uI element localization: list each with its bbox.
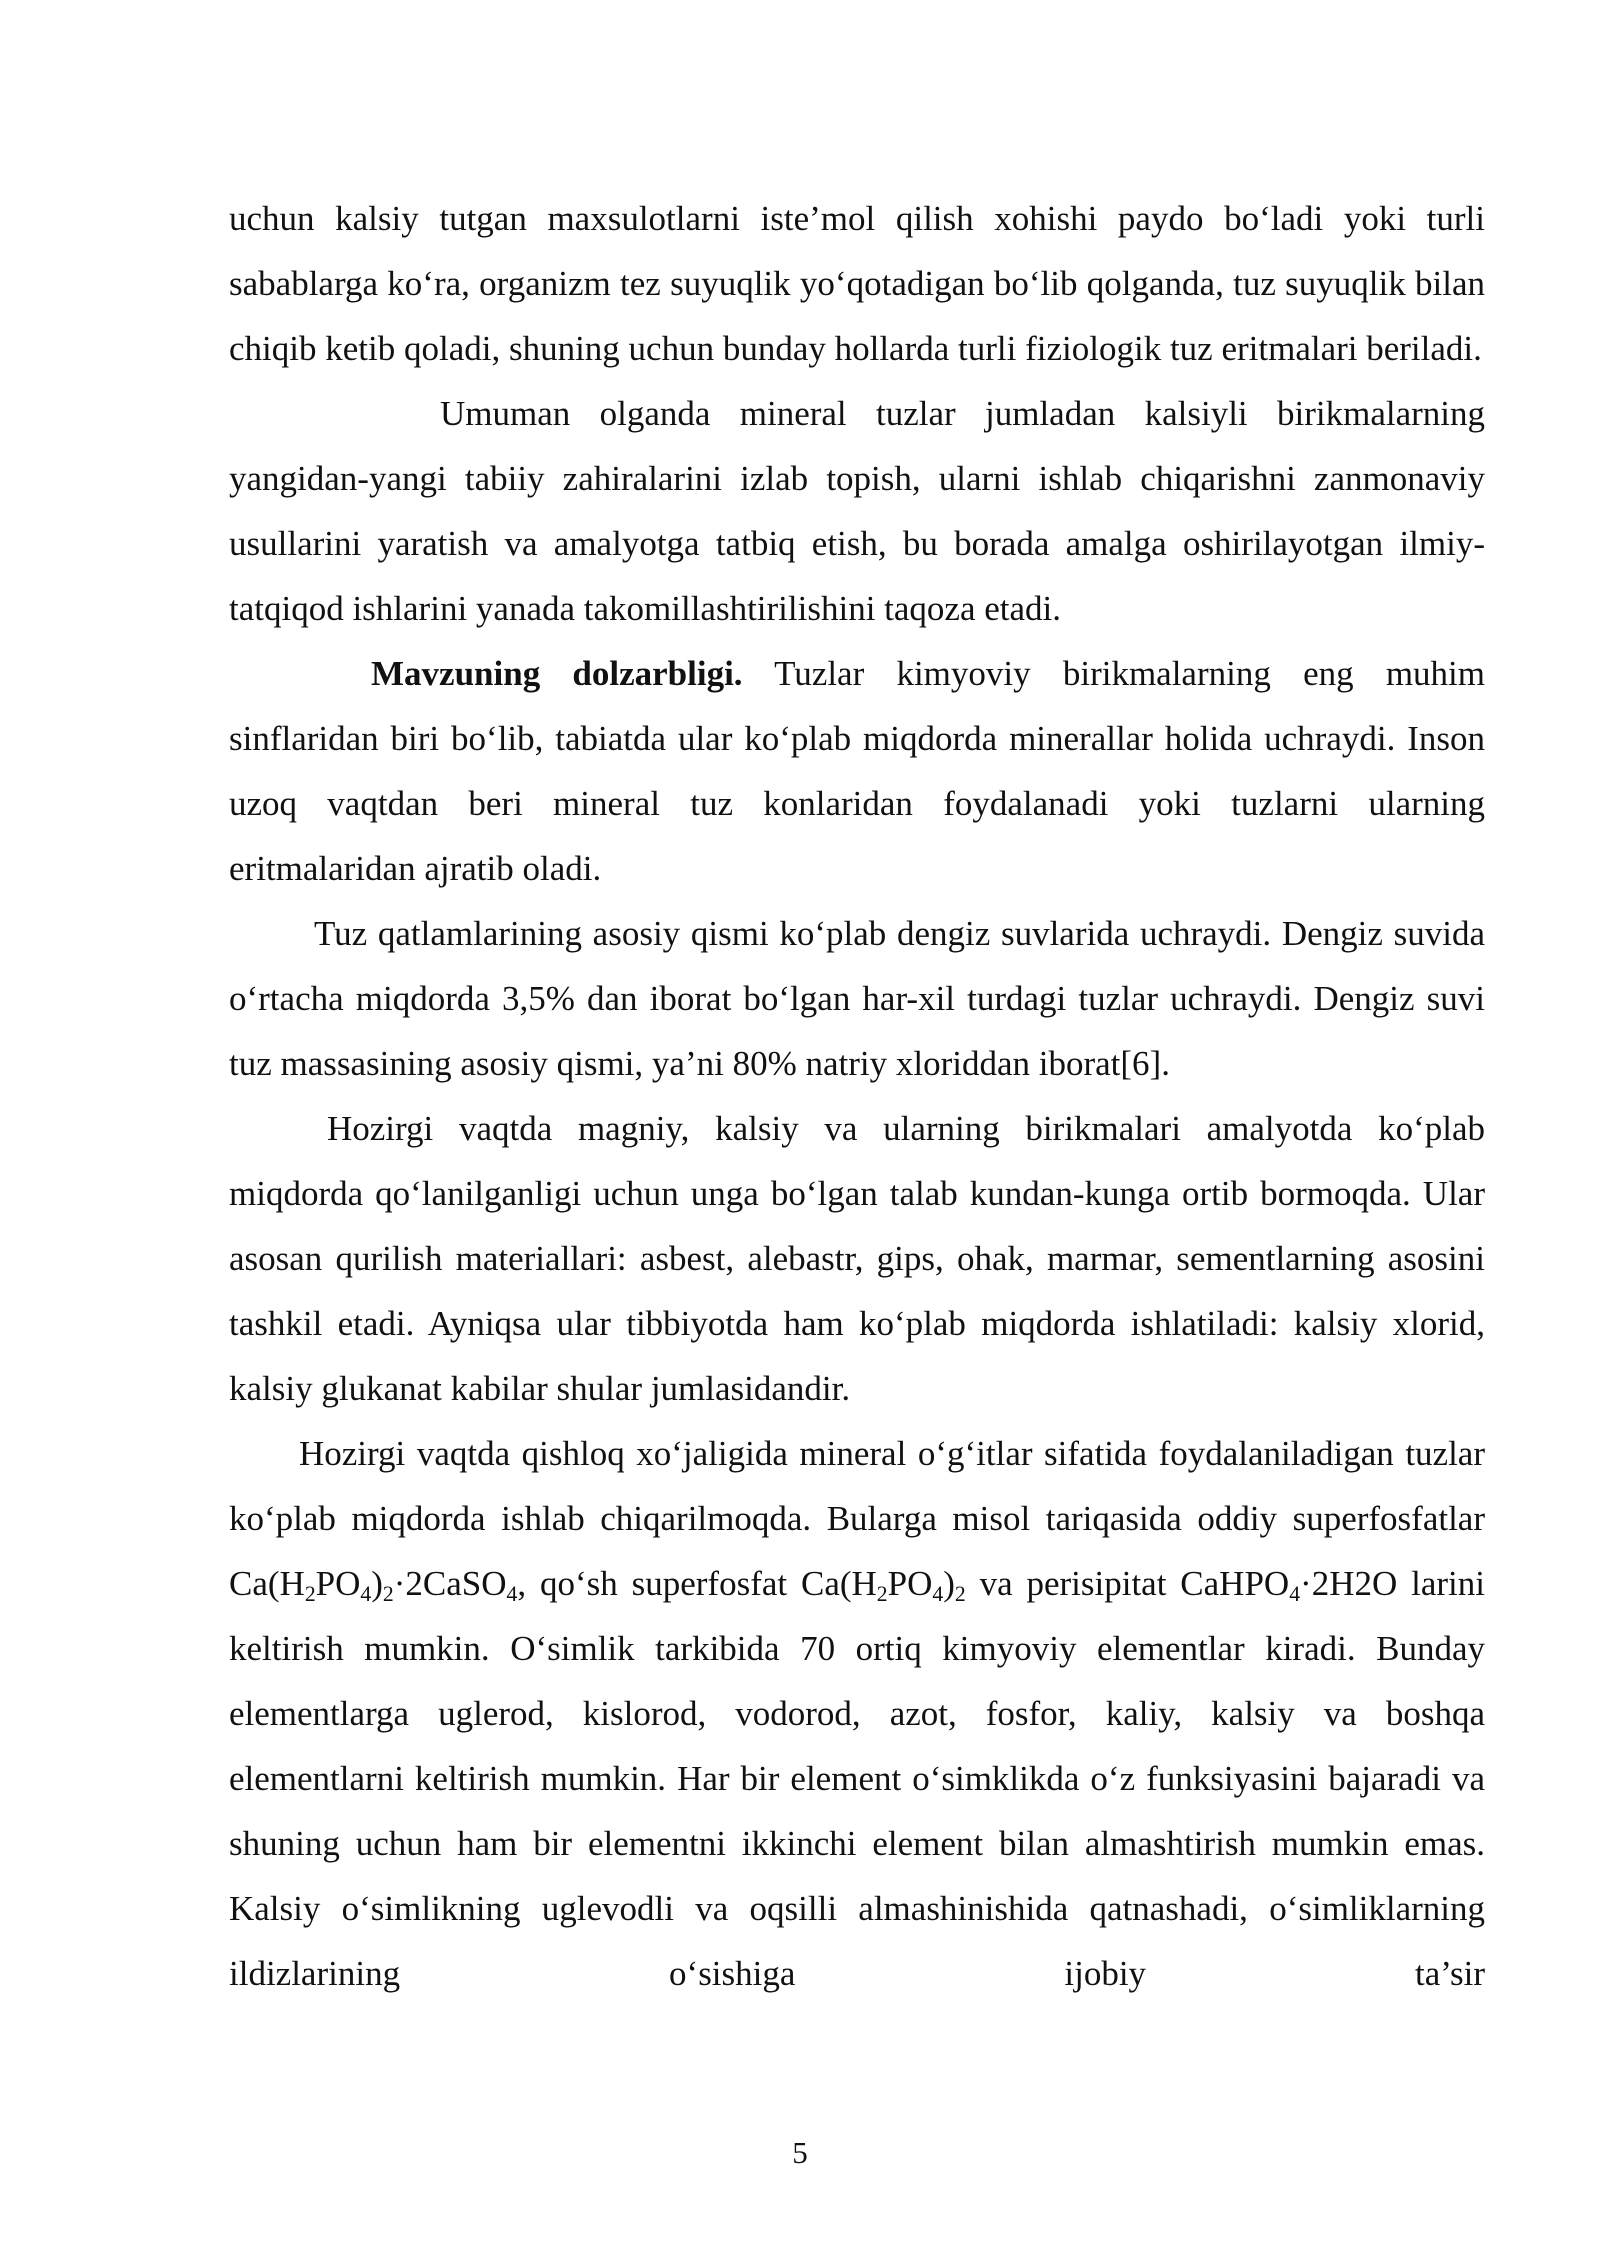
page-number: 5 (792, 2135, 808, 2170)
paragraph-relevance (229, 641, 1485, 901)
formula-double-superphosphate: $Ca(H_2PO_4)_2$ (800, 1564, 966, 1607)
formula-simple-superphosphate: $Ca(H_2PO_4)_2\cdot 2CaSO_4$ (229, 1564, 518, 1607)
paragraph-fertilizers (229, 1421, 1485, 2006)
fertilizer-text-1: Hozirgi vaqtda qishloq xo‘jaligida mineral o‘g‘itlar sifatida foydalaniladigan tuzlar ko‘plab miqdorda ishlab chiqarilmoqda. Bularga misol tariqasida oddiy superfosfatlar (229, 1434, 1485, 1538)
paragraph-calcium-intake: uchun kalsiy tutgan maxsulotlarni iste’mol qilish xohishi paydo bo‘ladi yoki turli sabablarga ko‘ra, organizm tez suyuqlik yo‘qotadigan bo‘lib qolganda, tuz suyuqlik bilan chiqib ketib qoladi, shuning uchun bunday hollarda turli fiziologik tuz eritmalari beriladi. (229, 199, 1485, 368)
paragraph-sea-salt: Tuz qatlamlarining asosiy qismi ko‘plab dengiz suvlarida uchraydi. Dengiz suvida o‘rtacha miqdorda 3,5% dan iborat bo‘lgan har-xil turdagi tuzlar uchraydi. Dengiz suvi tuz massasining asosiy qismi, ya’ni 80% natriy xloriddan iborat[6]. (229, 914, 1485, 1083)
paragraph-mineral-salts: Umuman olganda mineral tuzlar jumladan kalsiyli birikmalarning yangidan-yangi tabiiy zahiralarini izlab topish, ularni ishlab chiqarishni zanmonaviy usullarini yaratish va amalyotga tatbiq etish, bu borada amalga oshirilayotgan ilmiy-tatqiqod ishlarini yanada takomillashtirilishini taqoza etadi. (229, 394, 1485, 628)
fertilizer-text-3: va perisipitat (965, 1564, 1181, 1603)
formula-precipitate: CaHPO$_4$·2H2O (1180, 1564, 1398, 1607)
fertilizer-text-2: , qo‘sh superfosfat (517, 1564, 801, 1603)
paragraph-magnesium-calcium: Hozirgi vaqtda magniy, kalsiy va ularning birikmalari amalyotda ko‘plab miqdorda qo‘lanilganligi uchun unga bo‘lgan talab kundan-kunga ortib bormoqda. Ular asosan qurilish materiallari: asbest, alebastr, gips, ohak, marmar, sementlarning asosini tashkil etadi. Ayniqsa ular tibbiyotda ham ko‘plab miqdorda ishlatiladi: kalsiy xlorid, kalsiy glukanat kabilar shular jumlasidandir. (229, 1109, 1485, 1408)
fertilizer-text-4: larini keltirish mumkin. O‘simlik tarkibida 70 ortiq kimyoviy elementlar kiradi. Bunday elementlarga uglerod, kislorod, vodorod, azot, fosfor, kaliy, kalsiy va boshqa elementlarni keltirish mumkin. Har bir element o‘simklikda o‘z funksiyasini bajaradi va shuning uchun ham bir elementni ikkinchi element bilan almashtirish mumkin emas. Kalsiy o‘simlikning uglevodli va oqsilli almashinishida qatnashadi, o‘simliklarning ildizlarining o‘sishiga ijobiy ta’sir (229, 1564, 1485, 1993)
relevance-heading: Mavzuning dolzarbligi. (371, 654, 743, 693)
relevance-body: Tuzlar kimyoviy birikmalarning eng muhim sinflaridan biri bo‘lib, tabiatda ular ko‘plab miqdorda minerallar holida uchraydi. Inson uzoq vaqtdan beri mineral tuz konlaridan foydalanadi yoki tuzlarni ularning eritmalaridan ajratib oladi. (229, 654, 1485, 888)
body-text (229, 186, 1485, 2006)
